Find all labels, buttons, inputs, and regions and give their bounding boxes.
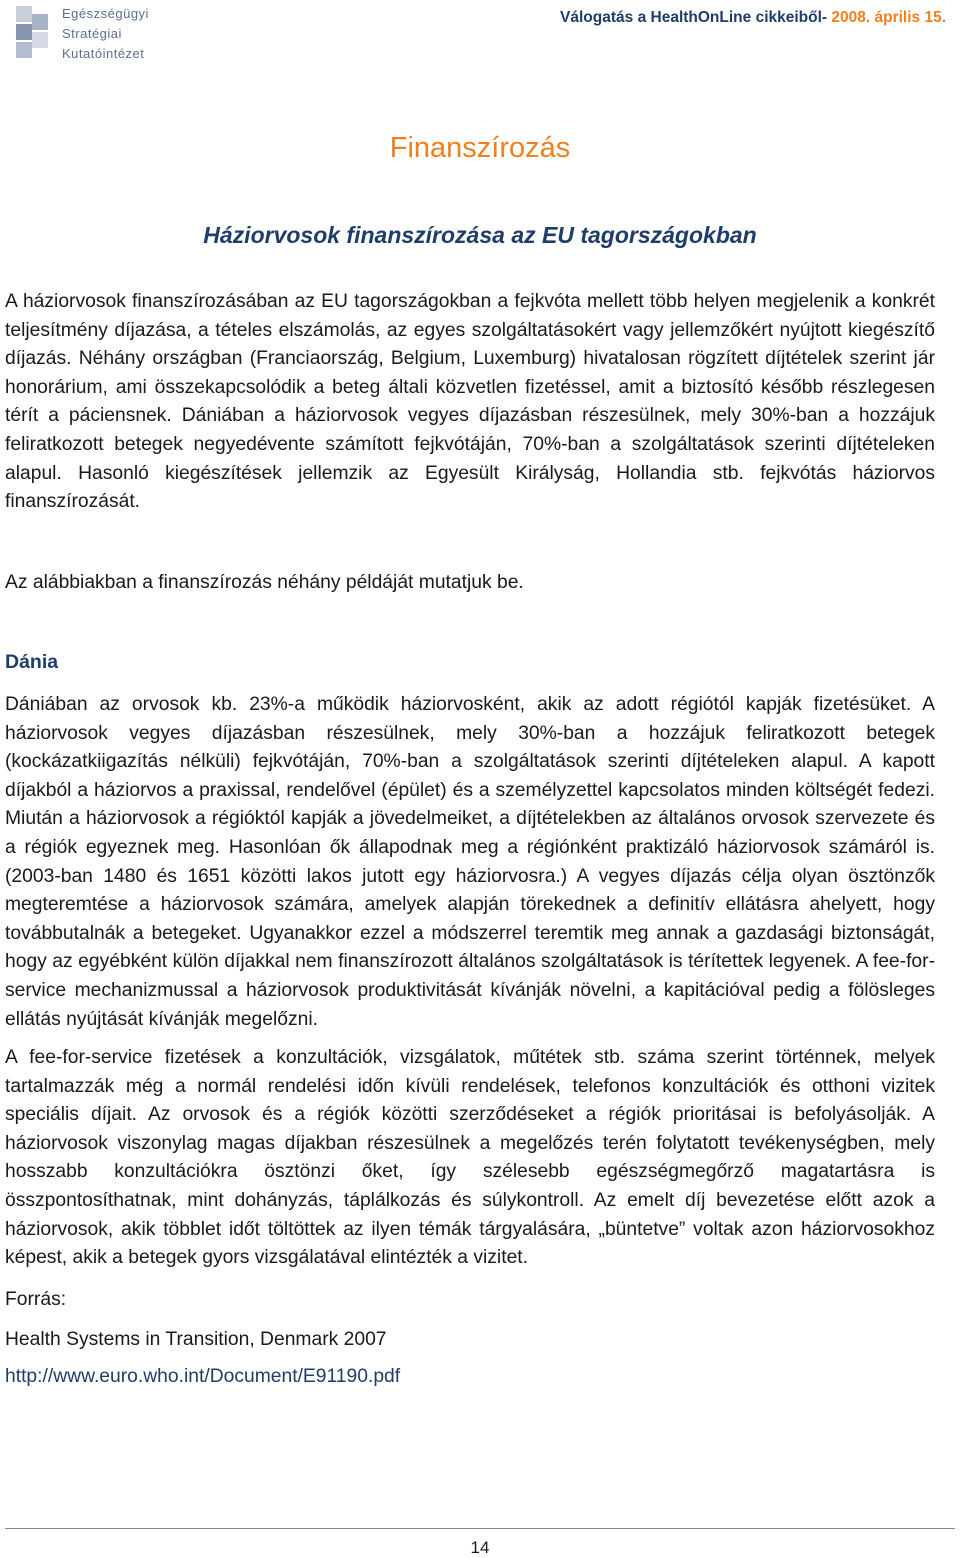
header-date: 2008. április 15. (831, 9, 946, 26)
denmark-paragraph-1: Dániában az orvosok kb. 23%-a működik háziorvosként, akik az adott régiótól kapják fizetésüket. A háziorvosok vegyes díjazásban részesülnek, mely 30%-ban a hozzájuk feliratkozott betegek (kockázatkiigazítás nélküli) fejkvótáján, 70%-ban a szolgáltatások szerinti díjtételeken alapul. A kapott díjakból a háziorvos a praxissal, rendelővel (épület) és a személyzettel kapcsolatos minden költségét fedezi. Miután a háziorvosok a régióktól kapják a jövedelmeiket, a díjtételekben az általános orvosok szervezete és a régiók egyeznek meg. Hasonlóan ők állapodnak meg a régiónként praktizáló háziorvosok számáról is. (2003-ban 1480 és 1651 közötti lakos jutott egy háziorvosra.) A vegyes díjazás célja olyan ösztönzők megteremtése a háziorvosok számára, amelyek alapján törekednek a definitív ellátásra ahelyett, hogy továbbutalnák a betegeket. Ugyanakkor ezzel a módszerrel teremtik meg annak a gazdasági biztonságát, hogy az egyébként külön díjakkal nem finanszírozott általános szolgáltatások is térítettek legyenek. A fee-for-service mechanizmussal a háziorvosok produktivitását kívánják növelni, a kapitációval pedig a fölösleges ellátás nyújtását kívánják megelőzni. (5, 694, 935, 1030)
section-heading-denmark: Dánia (5, 651, 59, 673)
examples-paragraph: Az alábbiakban a finanszírozás néhány példáját mutatjuk be. (5, 572, 524, 593)
logo-line-1: Egészségügyi (62, 6, 149, 21)
page-header (0, 0, 960, 70)
footer-divider (5, 1528, 955, 1529)
page-title: Finanszírozás (389, 132, 571, 164)
source-title: Health Systems in Transition, Denmark 2007 (5, 1329, 387, 1350)
institute-logo (10, 4, 160, 64)
article-subtitle: Háziorvosok finanszírozása az EU tagországokban (203, 222, 757, 248)
logo-line-2: Stratégiai (62, 26, 122, 41)
header-title-text: Válogatás a HealthOnLine cikkeiből- (560, 9, 828, 26)
source-label: Forrás: (5, 1289, 67, 1310)
source-link[interactable]: http://www.euro.who.int/Document/E91190.pdf (5, 1366, 401, 1387)
intro-paragraph: A háziorvosok finanszírozásában az EU tagországokban a fejkvóta mellett több helyen megjelenik a konkrét teljesítmény díjazása, a tételes elszámolás, az egyes szolgáltatásokért vagy jellemzőkért nyújtott kiegészítő díjazás. Néhány országban (Franciaország, Belgium, Luxemburg) hivatalosan rögzített díjtételek szerint jár honorárium, ami összekapcsolódik a beteg általi közvetlen fizetéssel, amit a biztosító később részlegesen térít a páciensnek. Dániában a háziorvosok vegyes díjazásban részesülnek, mely 30%-ban a hozzájuk feliratkozott betegek negyedévente számított fejkvótáján, 70%-ban a szolgáltatások szerinti díjtételeken alapul. Hasonló kiegészítések jellemzik az Egyesült Királyság, Hollandia stb. fejkvótás háziorvos finanszírozását. (5, 291, 935, 513)
page-number: 14 (470, 1538, 490, 1557)
logo-line-3: Kutatóintézet (62, 46, 145, 61)
logo-emblem-icon (10, 4, 54, 62)
denmark-paragraph-2: A fee-for-service fizetések a konzultációk, vizsgálatok, műtétek stb. száma szerint történnek, melyek tartalmazzák még a normál rendelési időn kívüli rendelések, telefonos konzultációk és otthoni vizitek speciális díjait. Az orvosok és a régiók közötti szerződéseket a régiók prioritásai is befolyásolják. A háziorvosok viszonylag magas díjakban részesülnek a megelőzés terén folytatott tevékenységben, mely hosszabb konzultációkra ösztönzi őket, így szélesebb egészségmegőrző magatartásra is összpontosíthatnak, mint dohányzás, táplálkozás és súlykontroll. Az emelt díj bevezetése előtt azok a háziorvosok, akik többlet időt töltöttek az ilyen témák tárgyalására, „büntetve” voltak azon háziorvosokhoz képest, akik a betegek gyors vizsgálatával elintézték a vizitet. (5, 1047, 935, 1269)
header-title (560, 9, 946, 27)
